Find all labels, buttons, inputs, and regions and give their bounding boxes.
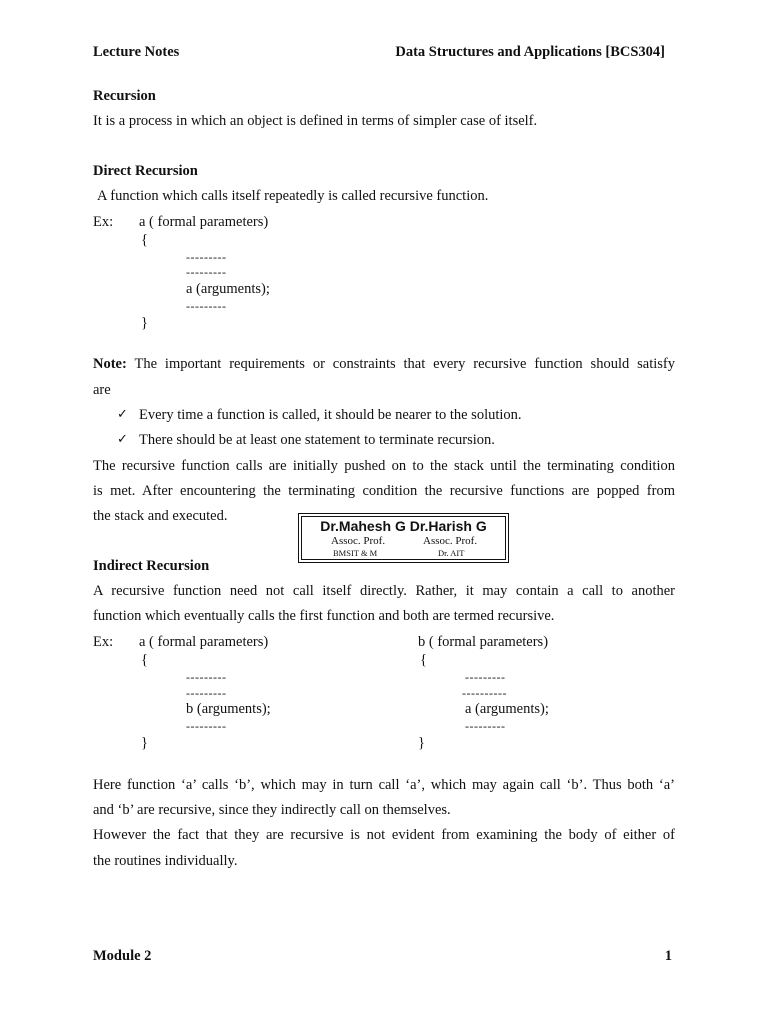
note-line2: are — [93, 382, 111, 398]
indirect-a-signature: a ( formal parameters) — [139, 634, 269, 650]
indirect-b-call: a (arguments); — [465, 701, 549, 717]
author-stamp — [298, 513, 509, 563]
closing-line2: and ‘b’ are recursive, since they indirectly call on themselves. — [93, 802, 451, 818]
indirect-a-dashes-3: --------- — [186, 719, 227, 733]
closing-line1: Here function ‘a’ calls ‘b’, which may in turn call ‘a’, which may again call ‘b’. Thus both ‘a’ — [93, 777, 675, 793]
direct-call: a (arguments); — [186, 281, 270, 297]
closing-line4: the routines individually. — [93, 853, 238, 869]
header-right: Data Structures and Applications [BCS304] — [395, 44, 665, 60]
indirect-line2: function which eventually calls the first function and both are termed recursive. — [93, 608, 555, 624]
note-para-line1: The recursive function calls are initially pushed on to the stack until the terminating condition — [93, 458, 675, 474]
header-left: Lecture Notes — [93, 44, 180, 60]
check-icon: ✓ — [117, 432, 128, 447]
footer-page-number: 1 — [664, 948, 672, 964]
recursion-definition: It is a process in which an object is defined in terms of simpler case of itself. — [93, 113, 538, 129]
direct-dashes-1: --------- — [186, 250, 227, 264]
indirect-ex-label: Ex: — [93, 634, 114, 650]
direct-heading: Direct Recursion — [93, 163, 198, 179]
indirect-b-dashes-3: --------- — [465, 719, 506, 733]
indirect-a-dashes-2: --------- — [186, 686, 227, 700]
direct-dashes-3: --------- — [186, 299, 227, 313]
indirect-heading: Indirect Recursion — [93, 558, 210, 574]
stamp-inst-right: Dr. AIT — [438, 548, 465, 558]
direct-close-brace: } — [141, 315, 148, 331]
note-bullet-2: There should be at least one statement to terminate recursion. — [139, 432, 495, 448]
stamp-title-left: Assoc. Prof. — [331, 535, 386, 547]
direct-definition: A function which calls itself repeatedly is called recursive function. — [97, 188, 489, 204]
note-text: The important requirements or constraints that every recursive function should satisfy — [134, 356, 675, 372]
indirect-a-open-brace: { — [141, 652, 148, 668]
stamp-inst-left: BMSIT & M — [333, 548, 378, 558]
note-label: Note: — [93, 356, 127, 372]
note-para-line2: is met. After encountering the terminating condition the recursive functions are popped from — [93, 483, 675, 499]
indirect-a-dashes-1: --------- — [186, 670, 227, 684]
indirect-b-dashes-2: ---------- — [462, 686, 507, 700]
note-bullet-1: Every time a function is called, it should be nearer to the solution. — [139, 407, 522, 423]
author-stamp-inner — [301, 516, 506, 560]
indirect-line1: A recursive function need not call itself directly. Rather, it may contain a call to another — [93, 583, 675, 599]
indirect-a-call: b (arguments); — [186, 701, 271, 717]
indirect-b-close-brace: } — [418, 735, 425, 751]
footer-module: Module 2 — [93, 948, 152, 964]
indirect-b-signature: b ( formal parameters) — [418, 634, 549, 650]
recursion-heading: Recursion — [93, 88, 156, 104]
direct-dashes-2: --------- — [186, 265, 227, 279]
closing-line3: However the fact that they are recursive is not evident from examining the body of either of — [93, 827, 675, 843]
indirect-a-close-brace: } — [141, 735, 148, 751]
note-para-line3: the stack and executed. — [93, 508, 228, 524]
direct-signature: a ( formal parameters) — [139, 214, 269, 230]
note-line1 — [93, 356, 675, 373]
direct-ex-label: Ex: — [93, 214, 114, 230]
indirect-b-open-brace: { — [420, 652, 427, 668]
indirect-b-dashes-1: --------- — [465, 670, 506, 684]
stamp-title-right: Assoc. Prof. — [423, 535, 478, 547]
stamp-names: Dr.Mahesh G Dr.Harish G — [320, 518, 487, 534]
direct-open-brace: { — [141, 232, 148, 248]
check-icon: ✓ — [117, 407, 128, 422]
